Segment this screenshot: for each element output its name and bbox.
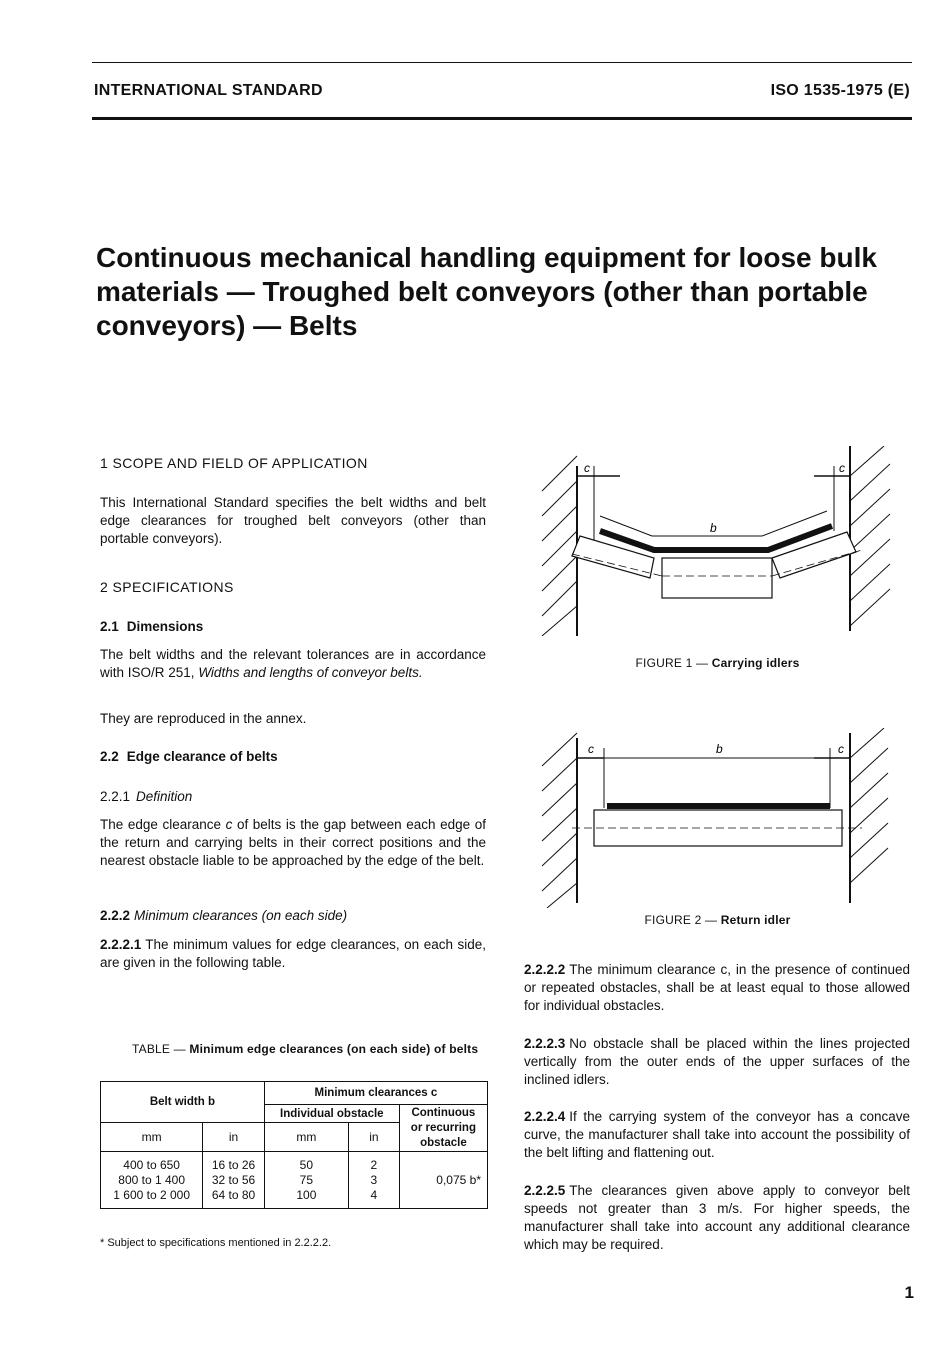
table-caption-title: Minimum edge clearances (on each side) of belts [189, 1042, 479, 1056]
unit-belt-in: in [203, 1123, 265, 1152]
section-2-heading: 2 SPECIFICATIONS [100, 579, 234, 595]
cell-belt-mm-2: 1 600 to 2 000 [113, 1187, 190, 1202]
figure-2-label-c-left: c [588, 742, 594, 756]
col-belt-width: Belt width b [101, 1082, 265, 1123]
col-continuous-line2: or recurring [410, 1121, 476, 1134]
section-2-2-1-title: Definition [136, 789, 193, 804]
section-2-2-title: Edge clearance of belts [126, 749, 278, 764]
section-2-1-text-b: They are reproduced in the annex. [100, 711, 307, 726]
figure-2-drawing [532, 728, 902, 908]
clearance-table [100, 1081, 488, 1209]
section-2-2-1-text-a: The edge clearance [100, 817, 221, 832]
figure-1-label-c-right: c [839, 461, 845, 475]
figure-1-label-c-left: c [584, 461, 590, 475]
cell-ind-mm-0: 50 [299, 1157, 314, 1172]
figure-1-caption-prefix: FIGURE 1 — [635, 656, 709, 670]
figure-2-label-b: b [716, 742, 723, 756]
section-2-2-1-var-c: c [225, 817, 233, 832]
cell-belt-in-2: 64 to 80 [211, 1187, 256, 1202]
section-2-2-1-number: 2.2.1 [100, 789, 131, 804]
section-2-2-2-1-body: The minimum values for edge clearances, on each side, are given in the following table. [100, 937, 486, 970]
section-1-heading: 1 SCOPE AND FIELD OF APPLICATION [100, 455, 368, 471]
section-1-text: This International Standard specifies the belt widths and belt edge clearances for troughed belt conveyors (other than portable conveyors). [100, 495, 486, 546]
figure-1-label-b: b [710, 521, 717, 535]
section-2-2-1-text-b: of belts is the gap between each edge of the return and carrying belts in their correct positions and the nearest obstacle liable to be approached by the edge of the belt. [100, 817, 486, 868]
col-min-clearances: Minimum clearances c [264, 1082, 487, 1105]
col-continuous-obstacle [399, 1105, 487, 1152]
section-2-2-2-5-number: 2.2.2.5 [524, 1183, 566, 1198]
section-2-2-1-heading [100, 788, 192, 806]
figure-2-caption [520, 913, 915, 927]
section-2-2-2-2-number: 2.2.2.2 [524, 962, 566, 977]
section-2-2-number: 2.2 [100, 749, 119, 764]
section-2-1-text-a: The belt widths and the relevant tolerances are in accordance with ISO/R 251, [100, 647, 486, 680]
unit-ind-in: in [348, 1123, 399, 1152]
table-caption-prefix: TABLE — [132, 1042, 186, 1056]
table-footnote: * Subject to specifications mentioned in 2.2.2.2. [100, 1237, 332, 1249]
section-2-1-heading [100, 619, 203, 634]
cell-ind-in [348, 1152, 399, 1209]
figure-1-drawing [532, 446, 902, 636]
section-2-2-2-number: 2.2.2 [100, 908, 131, 923]
section-2-2-2-heading [100, 907, 347, 925]
section-2-2-2-4-number: 2.2.2.4 [524, 1109, 566, 1124]
section-2-2-2-3-text [524, 1035, 910, 1089]
table-row [101, 1152, 488, 1209]
section-2-1-text [100, 646, 486, 682]
cell-ind-in-2: 4 [370, 1187, 378, 1202]
cell-belt-mm-1: 800 to 1 400 [118, 1172, 185, 1187]
cell-ind-mm-2: 100 [296, 1187, 317, 1202]
cell-ind-mm [264, 1152, 348, 1209]
page-number: 1 [904, 1283, 914, 1302]
col-continuous-line3: obstacle [420, 1136, 467, 1149]
table-caption [100, 1042, 500, 1056]
section-2-2-2-4-body: If the carrying system of the conveyor has a concave curve, the manufacturer shall take into account the possibility of the belt lifting and flattening out. [524, 1109, 910, 1160]
col-individual-obstacle: Individual obstacle [264, 1105, 399, 1123]
section-2-2-heading [100, 749, 278, 764]
document-title: Continuous mechanical handling equipment for loose bulk materials — Troughed belt conveyors (other than portable conveyors) — Belts [96, 242, 877, 341]
section-2-2-2-3-number: 2.2.2.3 [524, 1036, 566, 1051]
cell-belt-in-0: 16 to 26 [211, 1157, 256, 1172]
col-continuous-line1: Continuous [411, 1106, 476, 1119]
unit-belt-mm: mm [101, 1123, 203, 1152]
section-2-1-text-em: Widths and lengths of conveyor belts. [198, 665, 423, 680]
figure-2-caption-title: Return idler [720, 913, 791, 927]
cell-ind-in-1: 3 [370, 1172, 378, 1187]
section-2-2-2-1-text [100, 936, 486, 972]
cell-ind-in-0: 2 [370, 1157, 378, 1172]
header-right: ISO 1535-1975 (E) [770, 82, 910, 99]
section-2-2-2-2-body: The minimum clearance c, in the presence of continued or repeated obstacles, shall be at least equal to those allowed for individual obstacles. [524, 962, 910, 1013]
section-2-2-2-2-text [524, 961, 910, 1015]
cell-belt-mm-0: 400 to 650 [123, 1157, 180, 1172]
section-2-2-2-3-body: No obstacle shall be placed within the lines projected vertically from the outer ends of the upper surfaces of the inclined idlers. [524, 1036, 910, 1087]
cell-continuous-value: 0,075 b* [399, 1152, 487, 1209]
unit-ind-mm: mm [264, 1123, 348, 1152]
section-2-2-1-text [100, 816, 486, 870]
cell-ind-mm-1: 75 [299, 1172, 314, 1187]
section-2-2-2-5-text [524, 1182, 910, 1254]
header-bottom-rule [92, 117, 912, 120]
section-2-2-2-4-text [524, 1108, 910, 1162]
section-2-1-number: 2.1 [100, 619, 119, 634]
cell-belt-mm [101, 1152, 203, 1209]
cell-belt-in [203, 1152, 265, 1209]
figure-1-caption [520, 656, 915, 670]
section-2-2-2-1-number: 2.2.2.1 [100, 937, 142, 952]
section-2-2-2-5-body: The clearances given above apply to conveyor belt speeds not greater than 3 m/s. For higher speeds, the manufacturer shall take into account any additional clearance which may be required. [524, 1183, 910, 1252]
figure-2-caption-prefix: FIGURE 2 — [644, 913, 718, 927]
section-2-1-title: Dimensions [126, 619, 204, 634]
figure-1-caption-title: Carrying idlers [711, 656, 800, 670]
section-2-2-2-title: Minimum clearances (on each side) [134, 908, 348, 923]
header-left: INTERNATIONAL STANDARD [94, 82, 323, 99]
header-top-rule [92, 62, 912, 63]
figure-2-label-c-right: c [838, 742, 844, 756]
cell-belt-in-1: 32 to 56 [211, 1172, 256, 1187]
